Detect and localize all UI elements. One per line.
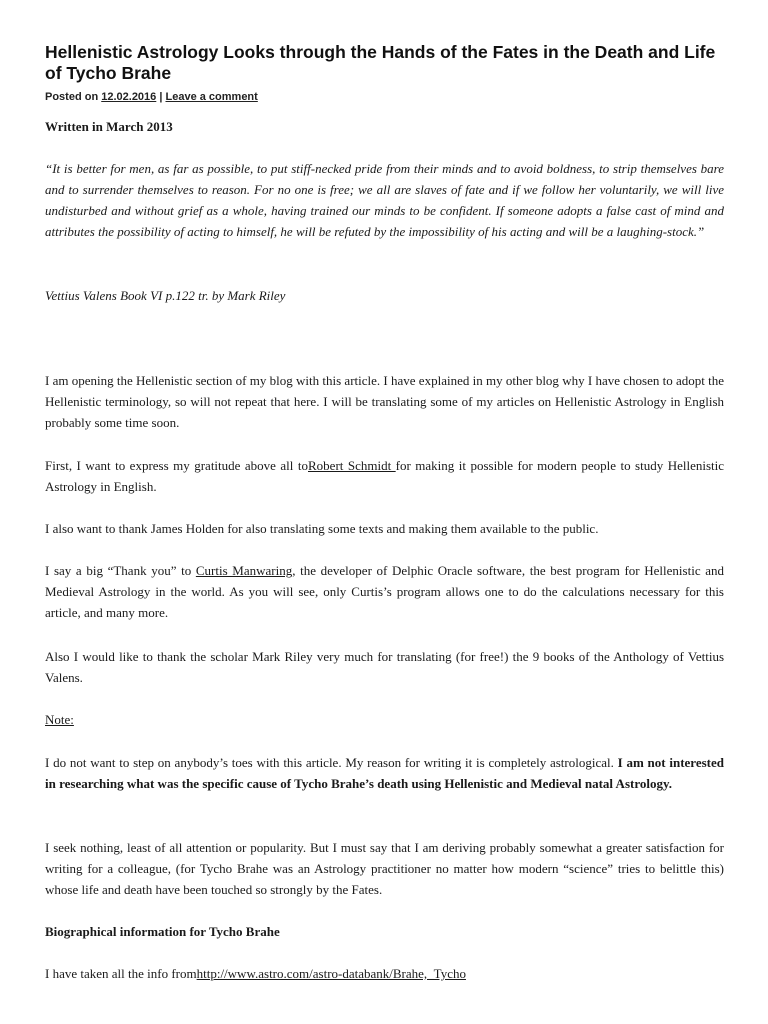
robert-schmidt-link[interactable]: Robert Schmidt — [308, 458, 396, 473]
paragraph-gratitude — [45, 455, 724, 497]
bold-statement: I am not interested in researching what was the specific cause of Tycho Brahe’s death using Hellenistic and Medieval natal Astrology. — [45, 755, 724, 791]
paragraph-text: I have taken all the info from — [45, 966, 197, 981]
section-heading-bio: Biographical information for Tycho Brahe — [45, 924, 280, 939]
posted-on-label: Posted on — [45, 91, 99, 103]
leave-comment-link[interactable]: Leave a comment — [165, 91, 258, 103]
written-date: Written in March 2013 — [45, 119, 173, 134]
paragraph-intro: I am opening the Hellenistic section of my blog with this article. I have explained in my other blog why I have chosen to adopt the Hellenistic terminology, so will not repeat that here. I will be translating some of my articles on Hellenistic Astrology in English probably some time soon. — [45, 373, 724, 430]
paragraph-source — [45, 963, 724, 984]
paragraph-riley: Also I would like to thank the scholar Mark Riley very much for translating (for free!) the 9 books of the Anthology of Vettius Valens. — [45, 649, 724, 685]
paragraph-text: , the developer of Delphic Oracle software, the best program for Hellenistic and Medieval Astrology in the world. As you will see, only Curtis’s program allows one to do the calculations necessary for this article, and many more. — [45, 563, 725, 620]
paragraph-manwaring — [45, 560, 724, 623]
post-date-link[interactable]: 12.02.2016 — [101, 91, 157, 103]
note-label: Note: — [45, 712, 74, 727]
post-meta — [45, 91, 258, 103]
paragraph-text: I do not want to step on anybody’s toes with this article. My reason for writing it is completely astrological. — [45, 755, 618, 770]
paragraph-text: I say a big “Thank you” to — [45, 563, 196, 578]
paragraph-holden: I also want to thank James Holden for also translating some texts and making them available to the public. — [45, 521, 599, 536]
meta-separator: | — [159, 91, 163, 103]
quote-citation: Vettius Valens Book VI p.122 tr. by Mark Riley — [45, 288, 286, 303]
paragraph-colleague: I seek nothing, least of all attention or popularity. But I must say that I am deriving probably somewhat a greater satisfaction for writing for a colleague, (for Tycho Brahe was an Astrology practitioner no matter how modern “science” tries to belittle this) whose life and death have been touched so strongly by the Fates. — [45, 840, 724, 897]
epigraph-quote: “It is better for men, as far as possible, to put stiff-necked pride from their minds and to avoid boldness, to strip themselves bare and to surrender themselves to reason. For no one is free; we all are slaves of fate and if we follow her voluntarily, we will live undisturbed and without grief as a whole, having trained our minds to be confident. If someone adopts a false cast of mind and attributes the possibility of acting to himself, he will be refuted by the impossibility of his acting and will be a laughing-stock.” — [45, 161, 724, 239]
paragraph-text: First, I want to express my gratitude above all to — [45, 458, 308, 473]
paragraph-text: for making it possible for modern people to study Hellenistic Astrology in English. — [45, 458, 725, 494]
astrodatabank-link[interactable]: http://www.astro.com/astro-databank/Brahe,_Tycho — [196, 966, 466, 981]
paragraph-note — [45, 752, 724, 794]
post-title: Hellenistic Astrology Looks through the Hands of the Fates in the Death and Life of Tycho Brahe — [45, 42, 716, 83]
curtis-manwaring-link[interactable]: Curtis Manwaring — [195, 563, 293, 578]
